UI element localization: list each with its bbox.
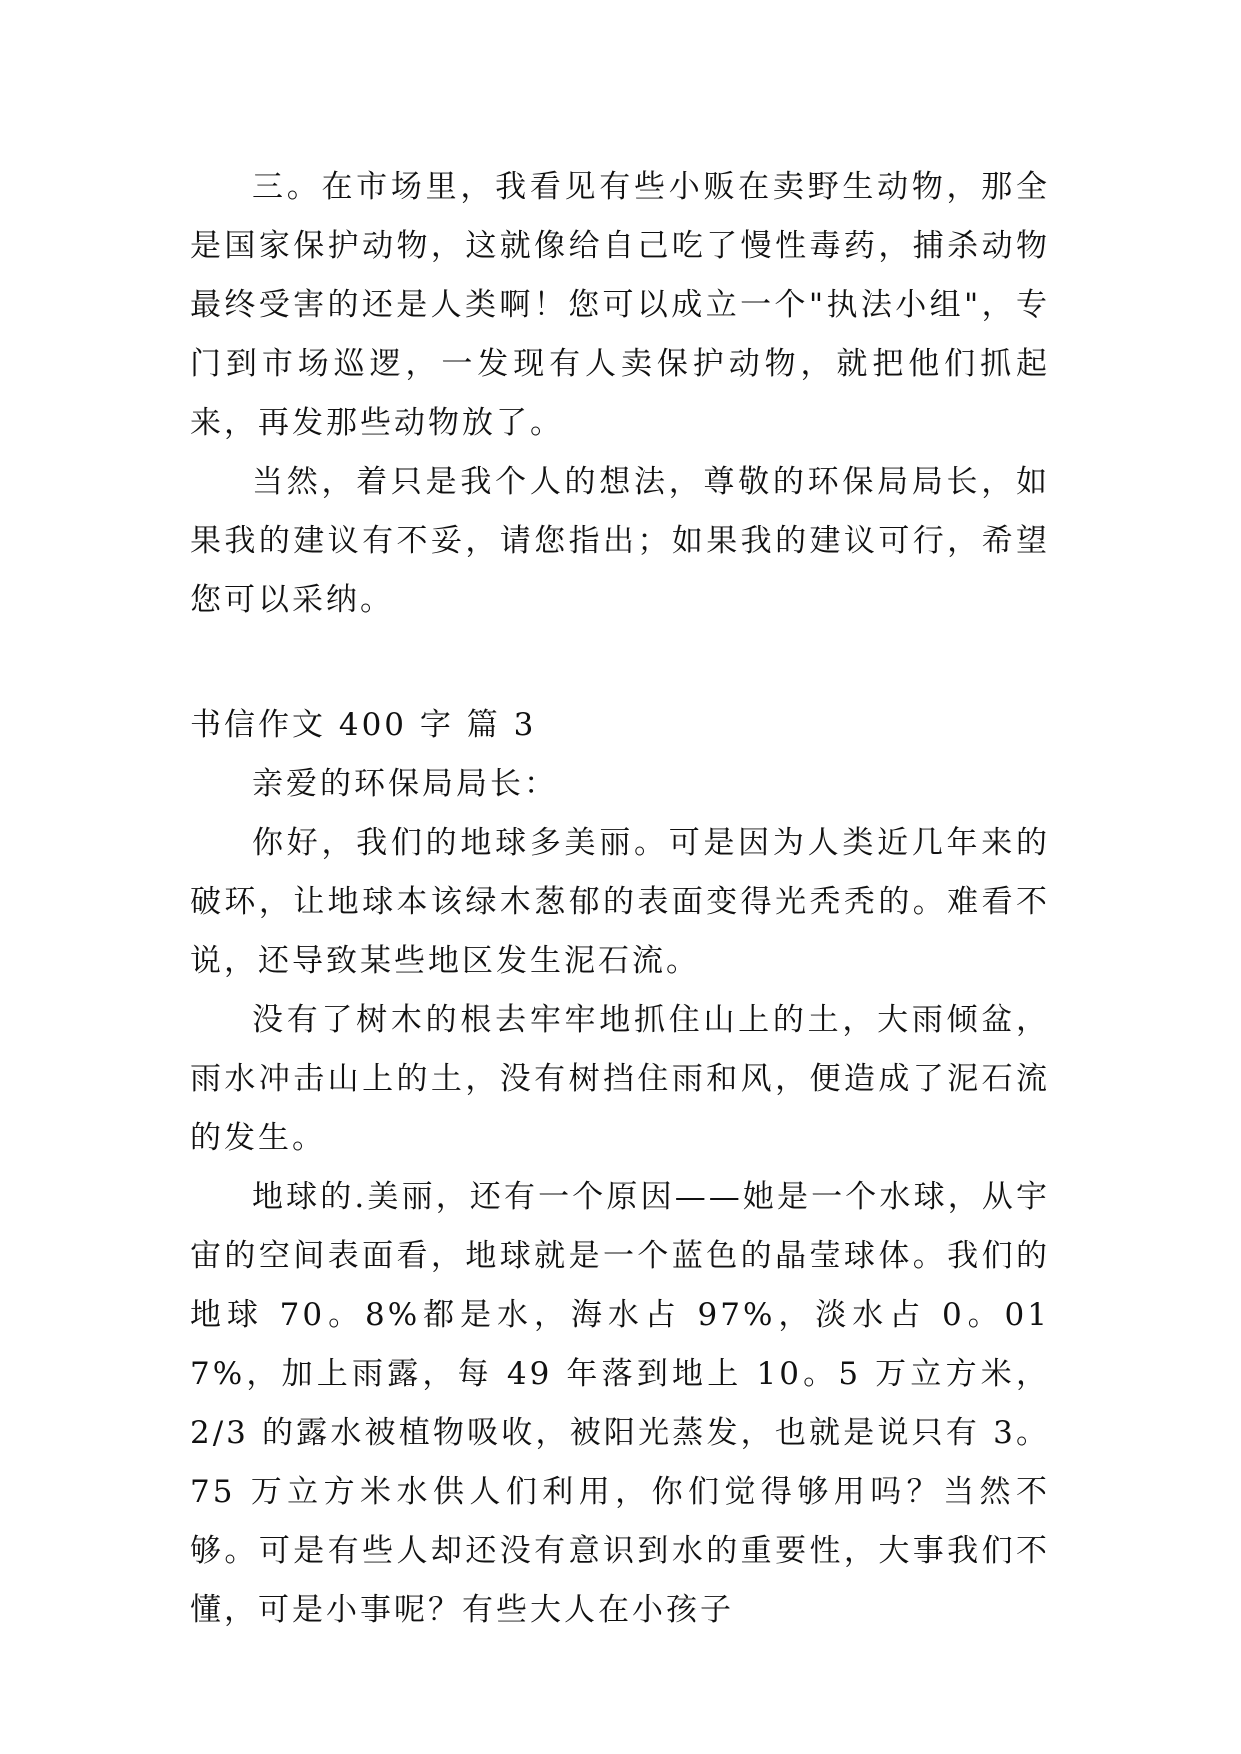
paragraph-closing-suggestion: 当然，着只是我个人的想法，尊敬的环保局局长，如果我的建议有不妥，请您指出；如果我的建议可行，希望您可以采纳。 (190, 464, 1050, 618)
document-body (190, 158, 1050, 1640)
section-heading: 书信作文 400 字 篇 3 (190, 707, 537, 743)
paragraph-market-wildlife: 三。在市场里，我看见有些小贩在卖野生动物，那全是国家保护动物，这就像给自己吃了慢性毒药，捕杀动物最终受害的还是人类啊！您可以成立一个"执法小组"，专门到市场巡逻，一发现有人卖保护动物，就把他们抓起来，再发那些动物放了。 (190, 169, 1050, 441)
paragraph-water-planet: 地球的.美丽，还有一个原因——她是一个水球，从宇宙的空间表面看，地球就是一个蓝色的晶莹球体。我们的地球 70。8%都是水，海水占 97%，淡水占 0。017%，加上雨露，每 49 年落到地上 10。5 万立方米，2/3 的露水被植物吸收，被阳光蒸发，也就是说只有 3。75 万立方米水供人们利用，你们觉得够用吗？当然不够。可是有些人却还没有意识到水的重要性，大事我们不懂，可是小事呢？有些大人在小孩子 (190, 1179, 1050, 1628)
paragraph-greeting: 你好，我们的地球多美丽。可是因为人类近几年来的破环，让地球本该绿木葱郁的表面变得光秃秃的。难看不说，还导致某些地区发生泥石流。 (190, 825, 1050, 979)
letter-salutation: 亲爱的环保局局长： (252, 766, 558, 802)
paragraph-landslide: 没有了树木的根去牢牢地抓住山上的土，大雨倾盆，雨水冲击山上的土，没有树挡住雨和风，便造成了泥石流的发生。 (190, 1002, 1050, 1156)
